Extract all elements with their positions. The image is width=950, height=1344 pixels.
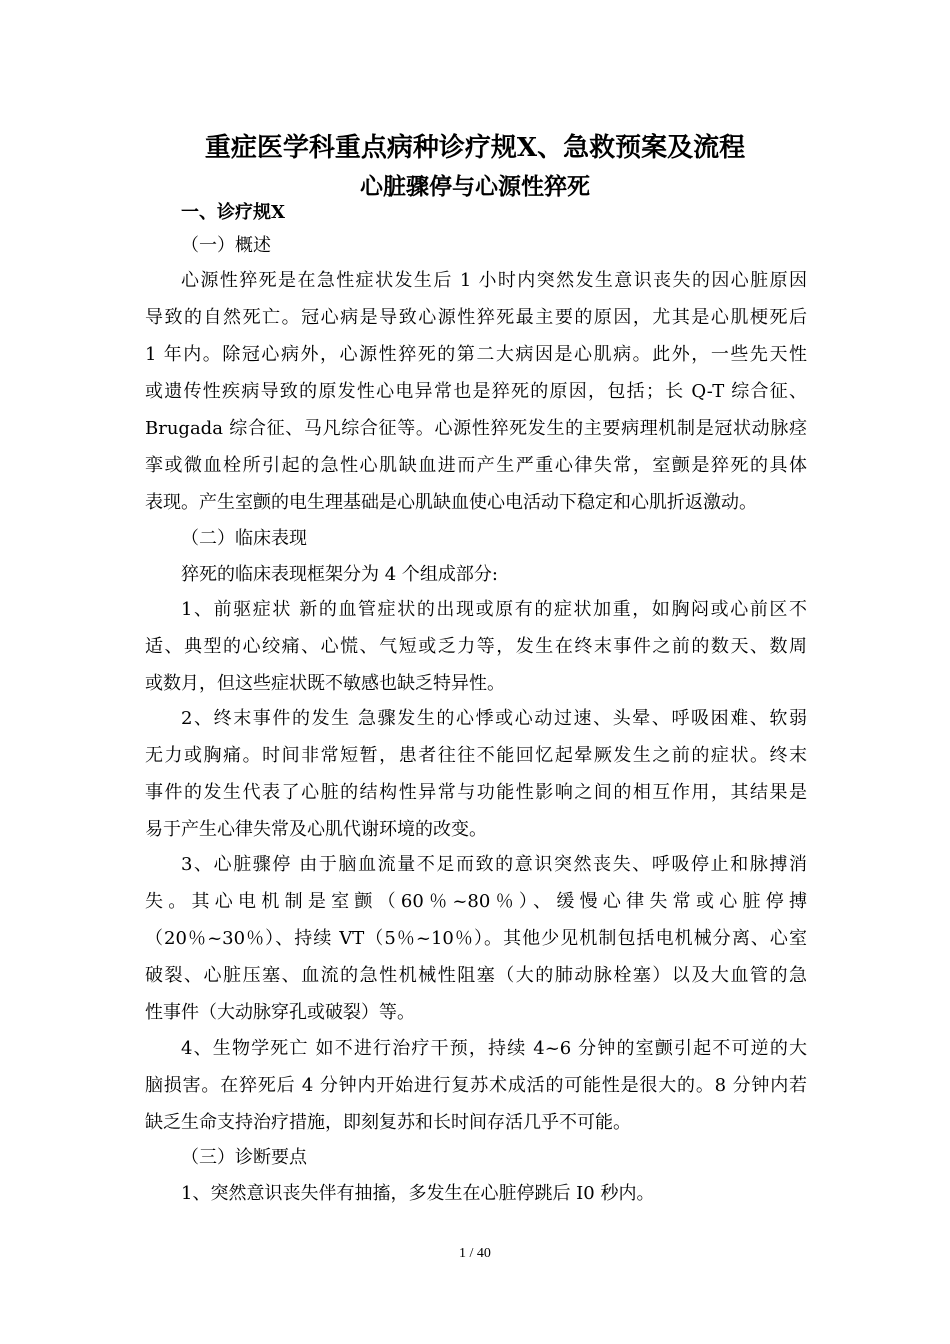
paragraph-line: 4、生物学死亡 如不进行治疗干预，持续 4~6 分钟的室颤引起不可逆的大 (181, 1038, 807, 1059)
paragraph-line: 或数月，但这些症状既不敏感也缺乏特异性。 (145, 673, 505, 694)
paragraph-line: 适、典型的心绞痛、心慌、气短或乏力等，发生在终末事件之前的数天、数周 (145, 636, 807, 657)
paragraph-line: 2、终末事件的发生 急骤发生的心悸或心动过速、头晕、呼吸困难、软弱 (181, 708, 807, 729)
paragraph-line: 挛或微血栓所引起的急性心肌缺血进而产生严重心律失常，室颤是猝死的具体 (145, 455, 807, 476)
section-heading-1: 一、诊疗规X (181, 202, 285, 223)
subsection-heading-diagnosis: （三）诊断要点 (181, 1147, 307, 1168)
paragraph-line: 1、突然意识丧失伴有抽搐，多发生在心脏停跳后 I0 秒内。 (181, 1183, 655, 1204)
paragraph-line: 缺乏生命支持治疗措施，即刻复苏和长时间存活几乎不可能。 (145, 1112, 631, 1133)
paragraph-line: 失。其心电机制是室颤（60％~80％）、缓慢心律失常或心脏停搏 (145, 891, 807, 912)
document-title: 重症医学科重点病种诊疗规X、急救预案及流程 (204, 133, 746, 163)
paragraph-line: 破裂、心脏压塞、血流的急性机械性阻塞（大的肺动脉栓塞）以及大血管的急 (145, 965, 807, 986)
paragraph-line: （20％~30％）、持续 VT（5％~10％）。其他少见机制包括电机械分离、心室 (145, 928, 807, 949)
paragraph-line: 性事件（大动脉穿孔或破裂）等。 (145, 1002, 415, 1023)
paragraph-line: 表现。产生室颤的电生理基础是心肌缺血使心电活动下稳定和心肌折返激动。 (145, 492, 757, 513)
paragraph-line: 事件的发生代表了心脏的结构性异常与功能性影响之间的相互作用，其结果是 (145, 782, 807, 803)
paragraph-line: 1、前驱症状 新的血管症状的出现或原有的症状加重，如胸闷或心前区不 (181, 599, 807, 620)
page-number: 1 / 40 (459, 1246, 491, 1261)
paragraph-line: 3、心脏骤停 由于脑血流量不足而致的意识突然丧失、呼吸停止和脉搏消 (181, 854, 807, 875)
paragraph-line: 心源性猝死是在急性症状发生后 1 小时内突然发生意识丧失的因心脏原因 (181, 270, 807, 291)
paragraph-line: Brugada 综合征、马凡综合征等。心源性猝死发生的主要病理机制是冠状动脉痉 (145, 418, 807, 439)
paragraph-line: 1 年内。除冠心病外，心源性猝死的第二大病因是心肌病。此外，一些先天性 (145, 344, 807, 365)
paragraph-line: 脑损害。在猝死后 4 分钟内开始进行复苏术成活的可能性是很大的。8 分钟内若 (145, 1075, 807, 1096)
paragraph-line: 无力或胸痛。时间非常短暂，患者往往不能回忆起晕厥发生之前的症状。终末 (145, 745, 807, 766)
paragraph-line: 或遗传性疾病导致的原发性心电异常也是猝死的原因，包括；长 Q-T 综合征、 (145, 381, 807, 402)
paragraph-line: 易于产生心律失常及心肌代谢环境的改变。 (145, 819, 487, 840)
subsection-heading-overview: （一）概述 (181, 235, 271, 256)
subsection-heading-clinical: （二）临床表现 (181, 528, 307, 549)
document-subtitle: 心脏骤停与心源性猝死 (360, 173, 590, 200)
paragraph-line: 导致的自然死亡。冠心病是导致心源性猝死最主要的原因，尤其是心肌梗死后 (145, 307, 807, 328)
paragraph-line: 猝死的临床表现框架分为 4 个组成部分: (181, 564, 498, 585)
